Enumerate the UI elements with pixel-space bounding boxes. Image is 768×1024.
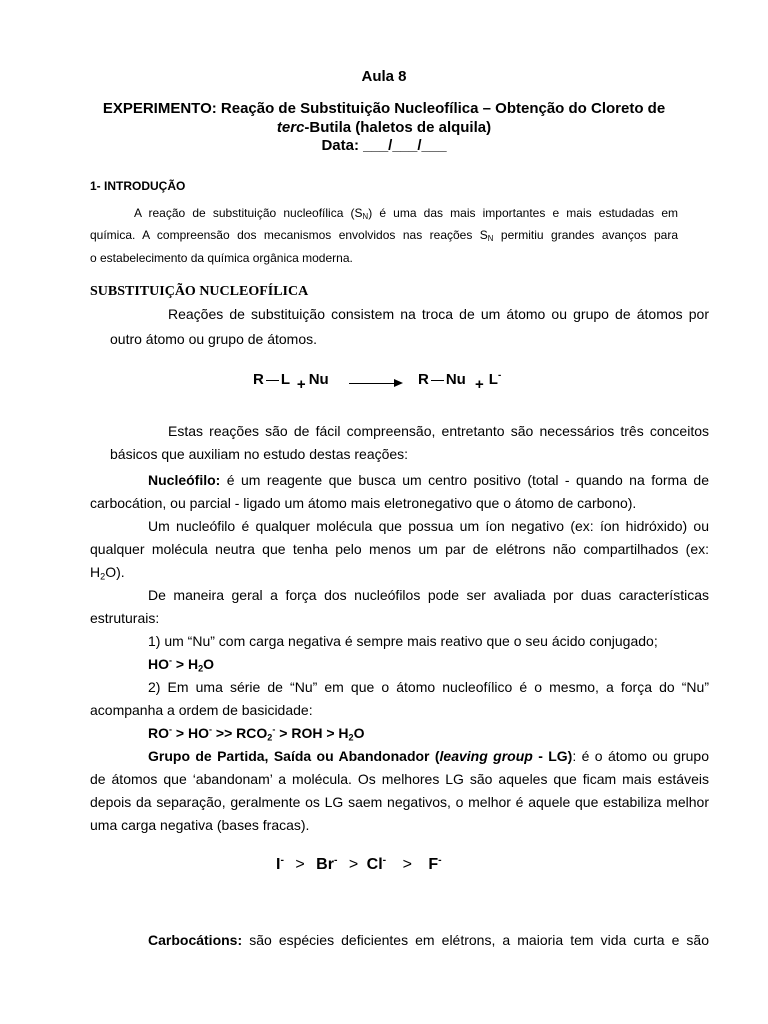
leaving-group-line-3: depois da separação, geralmente os LG saem negativos, o melhor é aquele que estabiliza melhor xyxy=(90,794,709,810)
reaction-reactants: R L + Nu xyxy=(253,371,329,393)
leaving-group-line-2: de átomos que ‘abandonam’ a molécula. Os melhores LG são aqueles que ficam mais estáveis xyxy=(90,771,709,787)
title-italic: terc xyxy=(276,119,305,136)
reaction-arrow xyxy=(349,383,401,384)
leaving-group-line-1: Grupo de Partida, Saída ou Abandonador (leaving group - LG): é o átomo ou grupo xyxy=(148,748,709,764)
title-rest: -Butila (haletos de alquila) xyxy=(304,119,492,136)
nucleophile-line-1: Nucleófilo: é um reagente que busca um centro positivo (total - quando na forma de xyxy=(148,472,709,488)
section-heading: SUBSTITUIÇÃO NUCLEOFÍLICA xyxy=(90,284,309,299)
intro-line-2: química. A compreensão dos mecanismos envolvidos nas reações $S_N$ permitiu grandes avanços para xyxy=(90,228,678,243)
halide-order: I- > Br- > Cl- > F- xyxy=(276,854,442,873)
body-line-2: básicos que auxiliam no estudo destas reações: xyxy=(110,446,409,462)
body-line-12: 2) Em uma série de “Nu” em que o átomo nucleofílico é o mesmo, a força do “Nu” xyxy=(148,679,709,695)
body-line-7: $H_2O$). xyxy=(90,564,125,582)
lesson-number: Aula 8 xyxy=(361,68,407,85)
leaving-group-term: Grupo de Partida, Saída ou Abandonador (leaving group - LG) xyxy=(148,748,573,764)
nucleophile-term: Nucleófilo: xyxy=(148,472,221,488)
basicity-order: $RO^- > HO^- >> RCO_2^-$ > ROH > $H_2O$ xyxy=(148,724,365,743)
date-line: Data: ___/___/___ xyxy=(321,137,447,154)
carbocation-term: Carbocátions: xyxy=(148,932,243,948)
intro-line-1: A reação de substituição nucleofílica $(S_N)$ é uma das mais importantes e mais estudadas em xyxy=(134,206,678,221)
body-line-13: acompanha a ordem de basicidade: xyxy=(90,702,313,718)
leaving-group-line-4: uma carga negativa (bases fracas). xyxy=(90,817,310,833)
nucleophile-paragraph xyxy=(90,469,709,837)
intro-line-3: o estabelecimento da química orgânica moderna. xyxy=(90,251,353,265)
intro-paragraph xyxy=(90,202,678,270)
body-line-5: Um nucleófilo é qualquer molécula que possua um íon negativo (ex: íon hidróxido) ou xyxy=(148,518,709,534)
carbocation-line: Carbocátions: são espécies deficientes em elétrons, a maioria tem vida curta e são xyxy=(148,932,709,948)
section-line-2: outro átomo ou grupo de átomos. xyxy=(110,331,318,347)
body-line-6: qualquer molécula neutra que tenha pelo menos um par de elétrons não compartilhados (ex: xyxy=(90,541,709,557)
section-line-1: Reações de substituição consistem na troca de um átomo ou grupo de átomos por xyxy=(168,306,709,322)
body-line-8: De maneira geral a força dos nucleófilos pode ser avaliada por duas características xyxy=(148,587,709,603)
body-line-9: estruturais: xyxy=(90,610,160,626)
body-line-1: Estas reações são de fácil compreensão, entretanto são necessários três conceitos xyxy=(168,423,709,439)
nucleophile-order-1: $HO^- > H_2O$ xyxy=(148,655,215,674)
title-line-1: EXPERIMENTO: Reação de Substituição Nucleofílica – Obtenção do Cloreto de xyxy=(102,100,666,117)
nucleophile-line-2: carbocátion, ou parcial - ligado um átomo mais eletronegativo que o átomo de carbono). xyxy=(90,495,637,511)
reaction-products: R Nu + L- xyxy=(418,370,502,393)
intro-heading: 1- INTRODUÇÃO xyxy=(90,179,186,193)
title-line-2 xyxy=(0,119,768,136)
body-line-10: 1) um “Nu” com carga negativa é sempre mais reativo que o seu ácido conjugado; xyxy=(148,633,658,649)
